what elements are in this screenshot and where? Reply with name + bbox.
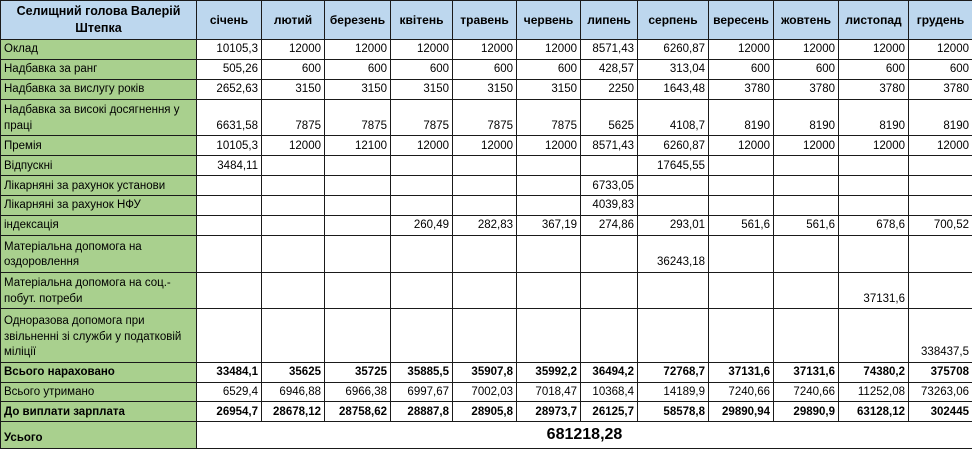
value-cell[interactable] [262,176,325,196]
value-cell[interactable] [581,309,638,362]
grand-total-value-cell[interactable]: 681218,28 [197,422,972,449]
value-cell[interactable] [774,272,839,309]
row-label-cell[interactable]: Матеріальна допомога на оздоровлення [1,235,197,272]
value-cell[interactable]: 6260,87 [638,136,709,156]
value-cell[interactable]: 4039,83 [581,196,638,216]
value-cell[interactable]: 6529,4 [197,382,262,402]
value-cell[interactable] [517,272,581,309]
value-cell[interactable]: 12000 [325,39,391,59]
value-cell[interactable]: 6966,38 [325,382,391,402]
value-cell[interactable]: 3150 [517,79,581,99]
month-header-cell[interactable]: квітень [391,1,453,40]
value-cell[interactable]: 35992,2 [517,362,581,382]
value-cell[interactable]: 7875 [325,99,391,136]
value-cell[interactable]: 6997,67 [391,382,453,402]
value-cell[interactable]: 26954,7 [197,402,262,422]
value-cell[interactable]: 37131,6 [774,362,839,382]
value-cell[interactable] [453,176,517,196]
value-cell[interactable] [262,215,325,235]
value-cell[interactable] [774,235,839,272]
table-row [1,235,972,272]
value-cell[interactable] [262,156,325,176]
value-cell[interactable]: 12000 [839,136,909,156]
value-cell[interactable]: 35907,8 [453,362,517,382]
value-cell[interactable]: 600 [262,59,325,79]
value-cell[interactable]: 5625 [581,99,638,136]
row-label-cell[interactable]: Одноразова допомога при звільненні зі служби у податковій міліції [1,309,197,362]
value-cell[interactable]: 274,86 [581,215,638,235]
month-header-cell[interactable]: жовтень [774,1,839,40]
value-cell[interactable]: 37131,6 [839,272,909,309]
table-row [1,272,972,309]
value-cell[interactable]: 12000 [774,39,839,59]
row-label-cell[interactable]: Всього нараховано [1,362,197,382]
value-cell[interactable]: 35725 [325,362,391,382]
table-row [1,362,972,382]
value-cell[interactable]: 3150 [262,79,325,99]
value-cell[interactable] [839,309,909,362]
value-cell[interactable] [197,272,262,309]
value-cell[interactable] [262,309,325,362]
value-cell[interactable]: 12000 [391,39,453,59]
value-cell[interactable]: 700,52 [909,215,972,235]
value-cell[interactable] [709,235,774,272]
value-cell[interactable] [197,176,262,196]
month-header-cell[interactable]: лютий [262,1,325,40]
table-row [1,99,972,136]
value-cell[interactable] [909,156,972,176]
value-cell[interactable]: 600 [839,59,909,79]
value-cell[interactable]: 3780 [909,79,972,99]
month-header-cell[interactable]: листопад [839,1,909,40]
row-label-cell[interactable]: індексація [1,215,197,235]
value-cell[interactable]: 28758,62 [325,402,391,422]
value-cell[interactable] [197,196,262,216]
month-header-cell[interactable]: серпень [638,1,709,40]
value-cell[interactable]: 17645,55 [638,156,709,176]
value-cell[interactable] [197,235,262,272]
value-cell[interactable]: 3150 [325,79,391,99]
value-cell[interactable]: 505,26 [197,59,262,79]
value-cell[interactable] [325,215,391,235]
value-cell[interactable]: 260,49 [391,215,453,235]
table-row [1,59,972,79]
value-cell[interactable]: 561,6 [774,215,839,235]
value-cell[interactable] [709,309,774,362]
value-cell[interactable]: 12000 [709,39,774,59]
value-cell[interactable] [709,176,774,196]
value-cell[interactable] [909,196,972,216]
month-header-cell[interactable]: вересень [709,1,774,40]
month-header-row [1,1,972,40]
value-cell[interactable]: 428,57 [581,59,638,79]
value-cell[interactable]: 8571,43 [581,39,638,59]
value-cell[interactable] [325,235,391,272]
value-cell[interactable] [839,196,909,216]
value-cell[interactable]: 35885,5 [391,362,453,382]
value-cell[interactable]: 4108,7 [638,99,709,136]
table-row [1,39,972,59]
value-cell[interactable]: 7875 [262,99,325,136]
value-cell[interactable] [453,235,517,272]
value-cell[interactable] [391,272,453,309]
value-cell[interactable] [325,272,391,309]
value-cell[interactable] [638,309,709,362]
row-label-cell[interactable]: Лікарняні за рахунок НФУ [1,196,197,216]
month-header-cell[interactable]: травень [453,1,517,40]
value-cell[interactable]: 29890,94 [709,402,774,422]
value-cell[interactable]: 600 [453,59,517,79]
value-cell[interactable]: 12000 [453,136,517,156]
table-row [1,79,972,99]
value-cell[interactable] [391,309,453,362]
month-header-cell[interactable]: липень [581,1,638,40]
table-row [1,196,972,216]
value-cell[interactable]: 3150 [453,79,517,99]
value-cell[interactable]: 28973,7 [517,402,581,422]
value-cell[interactable] [517,156,581,176]
value-cell[interactable]: 338437,5 [909,309,972,362]
value-cell[interactable]: 36243,18 [638,235,709,272]
value-cell[interactable]: 7240,66 [774,382,839,402]
table-row [1,176,972,196]
table-row [1,156,972,176]
value-cell[interactable] [581,156,638,176]
value-cell[interactable]: 302445 [909,402,972,422]
value-cell[interactable]: 7875 [391,99,453,136]
value-cell[interactable] [517,309,581,362]
value-cell[interactable] [709,156,774,176]
value-cell[interactable]: 282,83 [453,215,517,235]
value-cell[interactable]: 7018,47 [517,382,581,402]
value-cell[interactable]: 600 [774,59,839,79]
value-cell[interactable]: 3780 [709,79,774,99]
value-cell[interactable]: 3150 [391,79,453,99]
value-cell[interactable]: 12000 [517,39,581,59]
row-label-cell[interactable]: До виплати зарплата [1,402,197,422]
row-label-cell[interactable]: Матеріальна допомога на соц.-побут. потреби [1,272,197,309]
value-cell[interactable]: 10105,3 [197,136,262,156]
value-cell[interactable]: 678,6 [839,215,909,235]
value-cell[interactable]: 8190 [774,99,839,136]
value-cell[interactable] [774,156,839,176]
value-cell[interactable]: 600 [709,59,774,79]
value-cell[interactable]: 7875 [517,99,581,136]
value-cell[interactable] [839,176,909,196]
value-cell[interactable] [774,176,839,196]
value-cell[interactable]: 12000 [391,136,453,156]
value-cell[interactable] [325,176,391,196]
value-cell[interactable] [197,215,262,235]
value-cell[interactable]: 12000 [774,136,839,156]
month-header-cell[interactable]: січень [197,1,262,40]
row-label-cell[interactable]: Оклад [1,39,197,59]
value-cell[interactable] [709,272,774,309]
value-cell[interactable]: 3484,11 [197,156,262,176]
value-cell[interactable] [774,309,839,362]
value-cell[interactable]: 2652,63 [197,79,262,99]
value-cell[interactable]: 74380,2 [839,362,909,382]
value-cell[interactable]: 7240,66 [709,382,774,402]
value-cell[interactable]: 3780 [774,79,839,99]
value-cell[interactable]: 313,04 [638,59,709,79]
value-cell[interactable] [517,196,581,216]
value-cell[interactable] [391,235,453,272]
value-cell[interactable]: 12000 [262,39,325,59]
table-row [1,136,972,156]
corner-header-cell[interactable]: Селищний голова Валерій Штепка [1,1,197,40]
value-cell[interactable]: 375708 [909,362,972,382]
value-cell[interactable]: 72768,7 [638,362,709,382]
value-cell[interactable] [325,156,391,176]
value-cell[interactable]: 12000 [839,39,909,59]
value-cell[interactable]: 12000 [909,136,972,156]
grand-total-row [1,422,972,449]
value-cell[interactable]: 2250 [581,79,638,99]
value-cell[interactable]: 28887,8 [391,402,453,422]
value-cell[interactable] [391,156,453,176]
value-cell[interactable]: 28678,12 [262,402,325,422]
value-cell[interactable] [453,196,517,216]
value-cell[interactable] [638,272,709,309]
value-cell[interactable] [638,196,709,216]
value-cell[interactable]: 58578,8 [638,402,709,422]
value-cell[interactable] [517,235,581,272]
table-row [1,402,972,422]
value-cell[interactable] [638,176,709,196]
value-cell[interactable]: 12000 [453,39,517,59]
row-label-cell[interactable]: Надбавка за ранг [1,59,197,79]
month-header-cell[interactable]: грудень [909,1,972,40]
value-cell[interactable]: 28905,8 [453,402,517,422]
value-cell[interactable] [325,309,391,362]
value-cell[interactable]: 1643,48 [638,79,709,99]
row-label-cell[interactable]: Відпускні [1,156,197,176]
row-label-cell[interactable]: Лікарняні за рахунок установи [1,176,197,196]
value-cell[interactable]: 8571,43 [581,136,638,156]
value-cell[interactable] [262,272,325,309]
table-row [1,382,972,402]
value-cell[interactable]: 293,01 [638,215,709,235]
value-cell[interactable]: 7002,03 [453,382,517,402]
value-cell[interactable]: 367,19 [517,215,581,235]
row-label-cell[interactable]: Надбавка за вислугу років [1,79,197,99]
value-cell[interactable]: 35625 [262,362,325,382]
value-cell[interactable]: 8190 [839,99,909,136]
value-cell[interactable]: 3780 [839,79,909,99]
value-cell[interactable]: 12000 [262,136,325,156]
value-cell[interactable]: 600 [909,59,972,79]
value-cell[interactable] [391,196,453,216]
value-cell[interactable] [909,176,972,196]
value-cell[interactable]: 600 [517,59,581,79]
value-cell[interactable]: 10368,4 [581,382,638,402]
value-cell[interactable] [453,156,517,176]
value-cell[interactable]: 561,6 [709,215,774,235]
value-cell[interactable] [325,196,391,216]
value-cell[interactable] [581,235,638,272]
value-cell[interactable] [709,196,774,216]
value-cell[interactable]: 7875 [453,99,517,136]
table-row [1,215,972,235]
value-cell[interactable] [453,272,517,309]
value-cell[interactable] [909,235,972,272]
value-cell[interactable]: 6946,88 [262,382,325,402]
month-header-cell[interactable]: березень [325,1,391,40]
value-cell[interactable]: 37131,6 [709,362,774,382]
value-cell[interactable] [774,196,839,216]
value-cell[interactable]: 14189,9 [638,382,709,402]
value-cell[interactable] [262,235,325,272]
value-cell[interactable] [453,309,517,362]
value-cell[interactable]: 73263,06 [909,382,972,402]
value-cell[interactable]: 29890,9 [774,402,839,422]
value-cell[interactable]: 26125,7 [581,402,638,422]
month-header-cell[interactable]: червень [517,1,581,40]
value-cell[interactable]: 33484,1 [197,362,262,382]
value-cell[interactable] [581,272,638,309]
value-cell[interactable] [839,156,909,176]
value-cell[interactable]: 63128,12 [839,402,909,422]
value-cell[interactable]: 8190 [709,99,774,136]
value-cell[interactable]: 8190 [909,99,972,136]
value-cell[interactable] [391,176,453,196]
value-cell[interactable]: 11252,08 [839,382,909,402]
row-label-cell[interactable]: Надбавка за високі досягнення у праці [1,99,197,136]
grand-total-label-cell[interactable]: Усього [1,422,197,449]
table-row [1,309,972,362]
value-cell[interactable] [517,176,581,196]
value-cell[interactable]: 6733,05 [581,176,638,196]
value-cell[interactable]: 6631,58 [197,99,262,136]
value-cell[interactable] [197,309,262,362]
value-cell[interactable]: 600 [325,59,391,79]
value-cell[interactable]: 12000 [517,136,581,156]
value-cell[interactable] [909,272,972,309]
row-label-cell[interactable]: Премія [1,136,197,156]
value-cell[interactable]: 600 [391,59,453,79]
value-cell[interactable]: 12100 [325,136,391,156]
value-cell[interactable]: 12000 [909,39,972,59]
value-cell[interactable]: 10105,3 [197,39,262,59]
value-cell[interactable]: 36494,2 [581,362,638,382]
value-cell[interactable]: 6260,87 [638,39,709,59]
value-cell[interactable] [262,196,325,216]
row-label-cell[interactable]: Всього утримано [1,382,197,402]
value-cell[interactable]: 12000 [709,136,774,156]
value-cell[interactable] [839,235,909,272]
